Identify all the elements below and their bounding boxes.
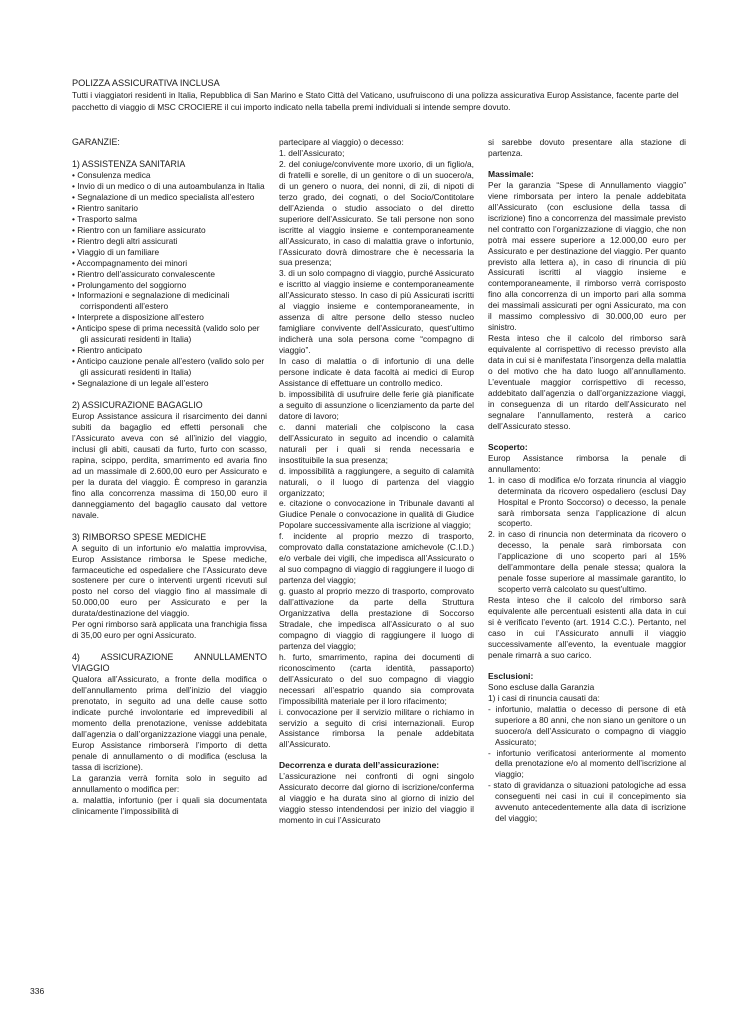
paragraph: e. citazione o convocazione in Tribunale davanti al Giudice Penale o convocazione in qualità di Giudice Popolare successivamente alla iscrizione al viaggio; xyxy=(279,498,474,531)
list-item: • Rientro con un familiare assicurato xyxy=(72,224,206,235)
list-item: • Rientro degli altri assicurati xyxy=(72,235,178,246)
list-item: • Consulenza medica xyxy=(72,170,151,180)
list-item: • Rientro anticipato xyxy=(72,345,143,356)
maximum-text: Per la garanzia “Spese di Annullamento viaggio” viene rimborsata per intero la penale addebitata all’Assicurato (con esclusione della tassa di iscrizione) fino a concorrenza del massimale previsto nel contratto con l’organizzazione di viaggio, che non potrà mai essere superiore a 12.000,00 euro per Assicurato e per destinazione del viaggio. Per quanto previsto alla lettera a), in caso di rinuncia di più Assicurati iscritti al viaggio insieme e contemporaneamente, il rimborso verrà corrisposto fino alla concorrenza di un importo pari alla somma dei massimali assicurati per ogni Assicurato, ma con il massimo complessivo di 30.000,00 euro per sinistro. xyxy=(488,179,686,333)
list-item: - stato di gravidanza o situazioni patologiche ad essa conseguenti nei casi in cui il concepimento sia avvenuto antecedentemente alla data di iscrizione del viaggio; xyxy=(488,780,686,824)
paragraph: h. furto, smarrimento, rapina dei documenti di riconoscimento (carta identità, passaporto) dell’Assicurato o del suo compagno di viaggio necessari all’espatrio quando sia comprovata l’impossibilità materiale per il loro rifacimento; xyxy=(279,651,474,706)
deductible-text-2: Resta inteso che il calcolo del rimborso sarà equivalente alle percentuali esistenti alla data in cui si è verificato l’evento (art. 1914 C.C.). Pertanto, nel caso in cui l’Assicurato annulli il viaggio successivamente all’evento, la eventuale maggior penale rimarrà a suo carico. xyxy=(488,595,686,660)
section-4-text-2: La garanzia verrà fornita solo in seguito ad annullamento o modifica per: xyxy=(72,772,267,794)
paragraph: g. guasto al proprio mezzo di trasporto, comprovato dall’attivazione da parte della Struttura Organizzativa della prestazione di Soccorso Stradale, che impedisca all’Assicurato o al suo compagno di viaggio di raggiungere il luogo di partenza del viaggio; xyxy=(279,586,474,651)
list-item: • Interprete a disposizione all’estero xyxy=(72,312,204,323)
deductible-list xyxy=(488,475,686,595)
column-2 xyxy=(279,137,474,826)
paragraph: 3. di un solo compagno di viaggio, purché Assicurato e iscritto al viaggio insieme e contemporaneamente all’Assicurato stesso. In caso di più Assicurati iscritti al viaggio insieme e contemporaneamente, in assenza di altre persone dello stesso nucleo famigliare convivente dell’Assicurato, quest’ultimo indicherà una sola persona come “compagno di viaggio”. xyxy=(279,268,474,356)
list-item: - infortunio, malattia o decesso di persone di età superiore a 80 anni, che non siano un genitore o un suocero/a dell’Assicurato o compagno di viaggio Assicurato; xyxy=(488,703,686,747)
column-3 xyxy=(488,137,686,824)
section-4-text: Qualora all’Assicurato, a fronte della modifica o dell’annullamento prima dell’inizio del viaggio prenotato, in seguito ad una delle cause sotto indicate purché involontarie ed imprevedibili al momento della prenotazione, venisse addebitata dall’agenzia o dall’organizzazione viaggi una penale, Europ Assistance rimborserà l’importo di detta penale di annullamento o di modifica (esclusa la tassa di iscrizione). xyxy=(72,674,267,772)
list-item: - infortunio verificatosi anteriormente al momento della prenotazione e/o al momento dell’iscrizione al viaggio; xyxy=(488,747,686,780)
list-item: • Anticipo cauzione penale all’estero (valido solo per gli assicurati residenti in Italia) xyxy=(72,356,265,378)
paragraph: f. incidente al proprio mezzo di trasporto, comprovato dalla constatazione amichevole (C.I.D.) e/o verbale dei vigili, che impedisca all’Assicurato o al suo compagno di viaggio di raggiungere il luogo di partenza del viaggio; xyxy=(279,531,474,586)
guarantees-heading: GARANZIE: xyxy=(72,137,120,147)
list-item: • Prolungamento del soggiorno xyxy=(72,279,187,290)
list-item: • Trasporto salma xyxy=(72,213,138,224)
list-item: • Invio di un medico o di una autoambulanza in Italia xyxy=(72,180,265,191)
paragraph: 1. dell’Assicurato; xyxy=(279,147,345,158)
exclusions-list xyxy=(488,704,686,824)
list-item: • Informazioni e segnalazione di medicinali corrispondenti all’estero xyxy=(72,290,230,312)
list-item: • Segnalazione di un medico specialista all’estero xyxy=(72,191,255,202)
maximum-text-2: Resta inteso che il calcolo del rimborso sarà equivalente al corrispettivo di recesso previsto alla data in cui si è manifestata l’insorgenza della malattia o del motivo che ha dato luogo all’annullamento. L’eventuale maggior corrispettivo di recesso, addebitato dall’agenzia o dall’organizzazione viaggi, in conseguenza di un ritardo dell’Assicurato nel segnalare l’annullamento, resterà a carico dell’Assicurato stesso. xyxy=(488,333,686,431)
exclusions-text: Sono escluse dalla Garanzia xyxy=(488,681,595,692)
exclusions-heading: Esclusioni: xyxy=(488,670,534,681)
section-3-deductible: Per ogni rimborso sarà applicata una franchigia fissa di 35,00 euro per ogni Assicurato. xyxy=(72,619,267,641)
exclusions-text-2: 1) i casi di rinuncia causati da: xyxy=(488,692,600,703)
paragraph: b. impossibilità di usufruire delle ferie già pianificate a seguito di assunzione o licenziamento da parte del datore di lavoro; xyxy=(279,388,474,421)
page-number: 336 xyxy=(30,986,45,996)
list-item: • Accompagnamento dei minori xyxy=(72,257,188,268)
column-1 xyxy=(72,137,267,817)
paragraph: partecipare al viaggio) o decesso: xyxy=(279,137,404,147)
maximum-heading: Massimale: xyxy=(488,168,534,179)
section-1-heading: 1) ASSISTENZA SANITARIA xyxy=(72,159,186,169)
paragraph: 2. del coniuge/convivente more uxorio, di un figlio/a, di fratelli e sorelle, di un genitore o di un suocero/a, di un genero o nuora, dei nonni, di zii, di nipoti di terzo grado, dei cognati, o del Socio/Contitolare dell’Azienda o studio associato o del diretto superiore dell’Assicurato. Se tali persone non sono iscritte al viaggio insieme e contemporaneamente all’Assicurato, in caso di malattia grave o infortunio, l’Assicurato dovrà dimostrare che è necessaria la sua presenza; xyxy=(279,158,474,268)
paragraph: In caso di malattia o di infortunio di una delle persone indicate è data facoltà ai medici di Europ Assistance di effettuare un controllo medico. xyxy=(279,356,474,388)
section-2-text: Europ Assistance assicura il risarcimento dei danni subiti da bagaglio ed effetti personali che l’Assicurato aveva con sé all’inizio del viaggio, inclusi gli abiti, causati da furto, furto con scasso, rapina, scippo, perdita, smarrimento ed avaria fino ad un massimale di 2.600,00 euro per Assicurato e per la durata del viaggio. È compreso in garanzia fino alla concorrenza massima di 150,00 euro il danneggiamento del bagaglio causato dal vettore navale. xyxy=(72,411,267,520)
list-item: 1. in caso di modifica e/o forzata rinuncia al viaggio determinata da ricovero ospedaliero (esclusi Day Hospital e Pronto Soccorso) o decesso, la penale sarà rimborsata senza l’applicazione di alcun scoperto. xyxy=(488,474,686,529)
document-header xyxy=(72,77,692,113)
section-4-heading: 4) ASSICURAZIONE ANNULLAMENTO VIAGGIO xyxy=(72,652,267,674)
duration-text: L’assicurazione nei confronti di ogni singolo Assicurato decorre dal giorno di iscrizione/conferma al viaggio e ha durata sino al giorno di inizio del viaggio stesso intendendosi per inizio del viaggio il momento in cui l’Assicurato xyxy=(279,771,474,826)
list-item: • Viaggio di un familiare xyxy=(72,246,160,257)
paragraph: si sarebbe dovuto presentare alla stazione di partenza. xyxy=(488,137,686,158)
list-item: 2. in caso di rinuncia non determinata da ricovero o decesso, la penale sarà rimborsata con l’applicazione di uno scoperto pari al 15% dell’ammontare della penale stessa; qualora la penale fosse superiore al massimale garantito, lo scoperto verrà calcolato su quest’ultimo. xyxy=(488,529,686,595)
paragraph: i. convocazione per il servizio militare o richiamo in servizio a seguito di crisi internazionali. Europ Assistance rimborsa la penale addebitata all’Assicurato. xyxy=(279,706,474,750)
section-2-heading: 2) ASSICURAZIONE BAGAGLIO xyxy=(72,400,203,411)
section-3-heading: 3) RIMBORSO SPESE MEDICHE xyxy=(72,531,207,542)
duration-heading: Decorrenza e durata dell’assicurazione: xyxy=(279,760,440,771)
section-4-text-3: a. malattia, infortunio (per i quali sia documentata clinicamente l’impossibilità di xyxy=(72,794,267,816)
deductible-text: Europ Assistance rimborsa la penale di annullamento: xyxy=(488,452,686,474)
section-1-list xyxy=(72,170,267,389)
list-item: • Rientro dell’assicurato convalescente xyxy=(72,268,215,279)
list-item: • Rientro sanitario xyxy=(72,202,138,213)
paragraph: c. danni materiali che colpiscono la casa dell’Assicurato in seguito ad incendio o calamità naturali per i quali si renda necessaria e insostituibile la sua presenza; xyxy=(279,421,474,465)
document-title: POLIZZA ASSICURATIVA INCLUSA xyxy=(72,78,220,88)
document-intro: Tutti i viaggiatori residenti in Italia, Repubblica di San Marino e Stato Città del Vaticano, usufruiscono di una polizza assicurativa Europ Assistance, facente parte del pacchetto di viaggio di MSC CROCIERE il cui importo indicato nella tabella premi individuali si intende sempre dovuto. xyxy=(72,90,679,112)
paragraph: d. impossibilità a raggiungere, a seguito di calamità naturali, o il luogo di partenza del viaggio organizzato; xyxy=(279,465,474,498)
section-3-text: A seguito di un infortunio e/o malattia improvvisa, Europ Assistance rimborsa le Spese mediche, farmaceutiche ed ospedaliere che l’Assicurato deve sostenere per cure o interventi urgenti ricevuti sul posto nel corso del viaggio fino al massimale di 50.000,00 euro per Assicurato e per la durata/destinazione del viaggio. xyxy=(72,542,267,619)
list-item: • Segnalazione di un legale all’estero xyxy=(72,378,209,389)
list-item: • Anticipo spese di prima necessità (valido solo per gli assicurati residenti in Italia) xyxy=(72,323,260,345)
deductible-heading: Scoperto: xyxy=(488,441,528,452)
